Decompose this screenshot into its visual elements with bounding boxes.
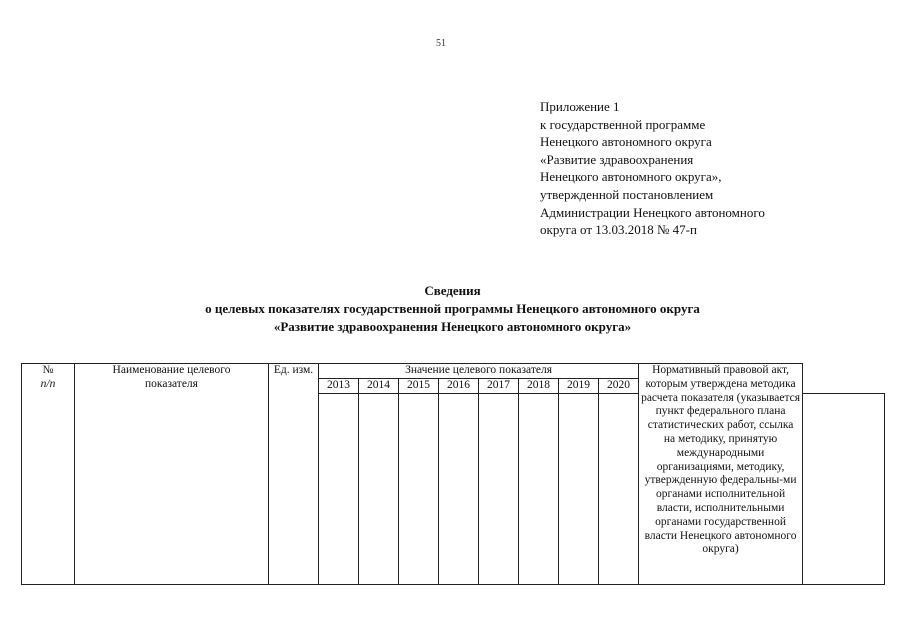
appendix-line: к государственной программе	[540, 116, 706, 132]
page-number: 51	[436, 38, 446, 49]
header-values: Значение целевого показателя	[319, 364, 639, 379]
empty-cell	[803, 393, 885, 584]
appendix-line: Приложение 1	[540, 99, 620, 114]
empty-cell	[399, 393, 439, 584]
header-row	[22, 364, 885, 379]
header-indicator-name-line1: Наименование целевого	[112, 364, 231, 376]
header-number-abbrev: п/п	[40, 377, 56, 390]
appendix-line: Администрации Ненецкого автономного	[540, 204, 765, 220]
empty-cell	[359, 393, 399, 584]
empty-cell	[519, 393, 559, 584]
header-number-symbol: №	[42, 364, 54, 376]
empty-cell	[319, 393, 359, 584]
empty-cell	[599, 393, 639, 584]
empty-cell	[439, 393, 479, 584]
header-number	[22, 364, 75, 585]
title-line-1: Сведения	[424, 283, 481, 298]
year-cell: 2020	[599, 378, 639, 393]
appendix-line: Ненецкого автономного округа	[540, 134, 712, 150]
appendix-line: «Развитие здравоохранения	[540, 151, 694, 167]
title-line-3: «Развитие здравоохранения Ненецкого автономного округа»	[273, 319, 632, 334]
year-cell: 2015	[399, 378, 439, 393]
document-title	[0, 282, 905, 336]
title-line-2: о целевых показателях государственной программы Ненецкого автономного округа	[205, 301, 700, 316]
header-indicator-name	[75, 364, 269, 585]
indicators-table	[21, 363, 885, 585]
year-cell: 2019	[559, 378, 599, 393]
appendix-line: округа от 13.03.2018 № 47-п	[540, 222, 697, 238]
year-cell: 2016	[439, 378, 479, 393]
appendix-line: Ненецкого автономного округа»,	[540, 169, 722, 185]
empty-cell	[479, 393, 519, 584]
appendix-line: утвержденной постановлением	[540, 186, 714, 202]
header-unit: Ед. изм.	[269, 364, 319, 585]
year-cell: 2013	[319, 378, 359, 393]
year-cell: 2017	[479, 378, 519, 393]
header-indicator-name-line2: показателя	[145, 377, 198, 390]
appendix-block	[540, 98, 765, 239]
year-cell: 2018	[519, 378, 559, 393]
header-legal-act: Нормативный правовой акт, которым утверждена методика расчета показателя (указывается пункт федерального плана статистических работ, ссылка на методику, принятую международными организациями, методику, утвержденную федеральны-ми органами исполнительной власти, исполнительными органами государственной власти Ненецкого автономного округа)	[639, 364, 803, 585]
empty-cell	[559, 393, 599, 584]
year-cell: 2014	[359, 378, 399, 393]
